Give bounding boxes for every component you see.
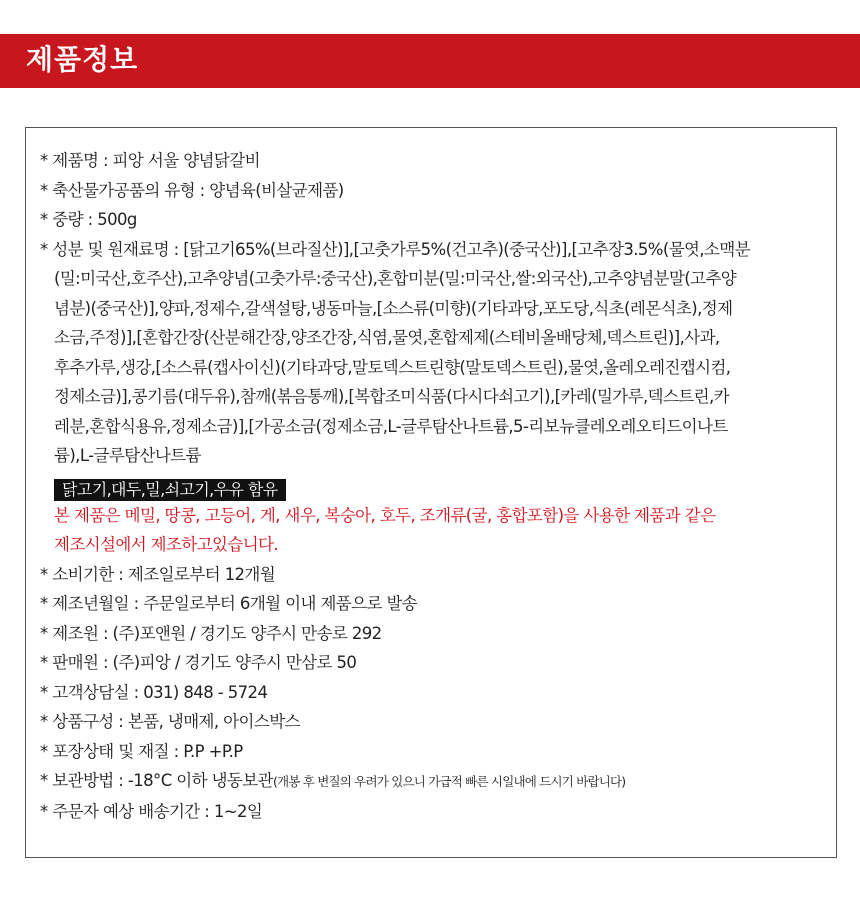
shelf-life-line: * 소비기한 : 제조일로부터 12개월 <box>40 564 276 584</box>
manufacturer-line: * 제조원 : (주)포앤원 / 경기도 양주시 만송로 292 <box>40 623 382 643</box>
product-info-list <box>40 146 830 826</box>
storage-text: * 보관방법 : -18°C 이하 냉동보관 <box>40 771 273 790</box>
ingredients-line: 후추가루,생강,[소스류(캡사이신)(기타과당,말토덱스트린향(말토덱스트린),물엿,올레오레진캡시컴, <box>54 357 731 377</box>
product-type-line: * 축산물가공품의 유형 : 양념육(비살균제품) <box>40 180 344 200</box>
allergen-badge-row <box>40 475 830 501</box>
delivery-line: * 주문자 예상 배송기간 : 1~2일 <box>40 801 263 821</box>
page-title: 제품정보 <box>26 43 139 76</box>
allergen-warning-line: 제조시설에서 제조하고있습니다. <box>54 535 279 554</box>
product-name-line: * 제품명 : 피앙 서울 양념닭갈비 <box>40 151 260 170</box>
ingredients-line: 레분,혼합식용유,정제소금)],[가공소금(정제소금,L-글루탐산나트륨,5-리보뉴클레오레오티드이나트 <box>54 416 728 436</box>
weight-line: * 중량 : 500g <box>40 210 137 229</box>
storage-note: (개봉 후 변질의 우려가 있으니 가급적 빠른 시일내에 드시기 바랍니다) <box>272 774 626 789</box>
ingredients-line: 념분)(중국산)],양파,정제수,갈색설탕,냉동마늘,[소스류(미향)(기타과당,포도당,식초(레몬식초),정제 <box>54 298 733 318</box>
ingredients-line: 륨),L-글루탐산나트륨 <box>54 446 201 465</box>
allergen-badge: 닭고기,대두,밀,쇠고기,우유 함유 <box>54 479 286 501</box>
storage-line <box>40 766 830 797</box>
ingredients-line: * 성분 및 원재료명 : [닭고기65%(브라질산)],[고춧가루5%(건고추)(중국산)],[고추장3.5%(물엿,소맥분 <box>40 239 751 259</box>
ingredients-line: 소금,주정)],[혼합간장(산분해간장,양조간장,식염,물엿,혼합제제(스테비올배당체,덱스트린)],사과, <box>54 328 720 347</box>
customer-service-line: * 고객상담실 : 031) 848 - 5724 <box>40 682 268 702</box>
packaging-line: * 포장상태 및 재질 : P.P +P.P <box>40 741 243 761</box>
allergen-warning-line: 본 제품은 메밀, 땅콩, 고등어, 게, 새우, 복숭아, 호두, 조개류(굴, 홍합포함)을 사용한 제품과 같은 <box>54 505 716 525</box>
ingredients-line: (밀:미국산,호주산),고추양념(고춧가루:중국산),혼합미분(밀:미국산,쌀:외국산),고추양념분말(고추양 <box>54 269 737 288</box>
composition-line: * 상품구성 : 본품, 냉매제, 아이스박스 <box>40 712 300 731</box>
ingredients-line: 정제소금)],콩기름(대두유),참깨(볶음통깨),[복합조미식품(다시다쇠고기),[카레(밀가루,덱스트린,카 <box>54 387 729 406</box>
manufacture-date-line: * 제조년월일 : 주문일로부터 6개월 이내 제품으로 발송 <box>40 594 418 613</box>
seller-line: * 판매원 : (주)피앙 / 경기도 양주시 만삼로 50 <box>40 653 357 672</box>
